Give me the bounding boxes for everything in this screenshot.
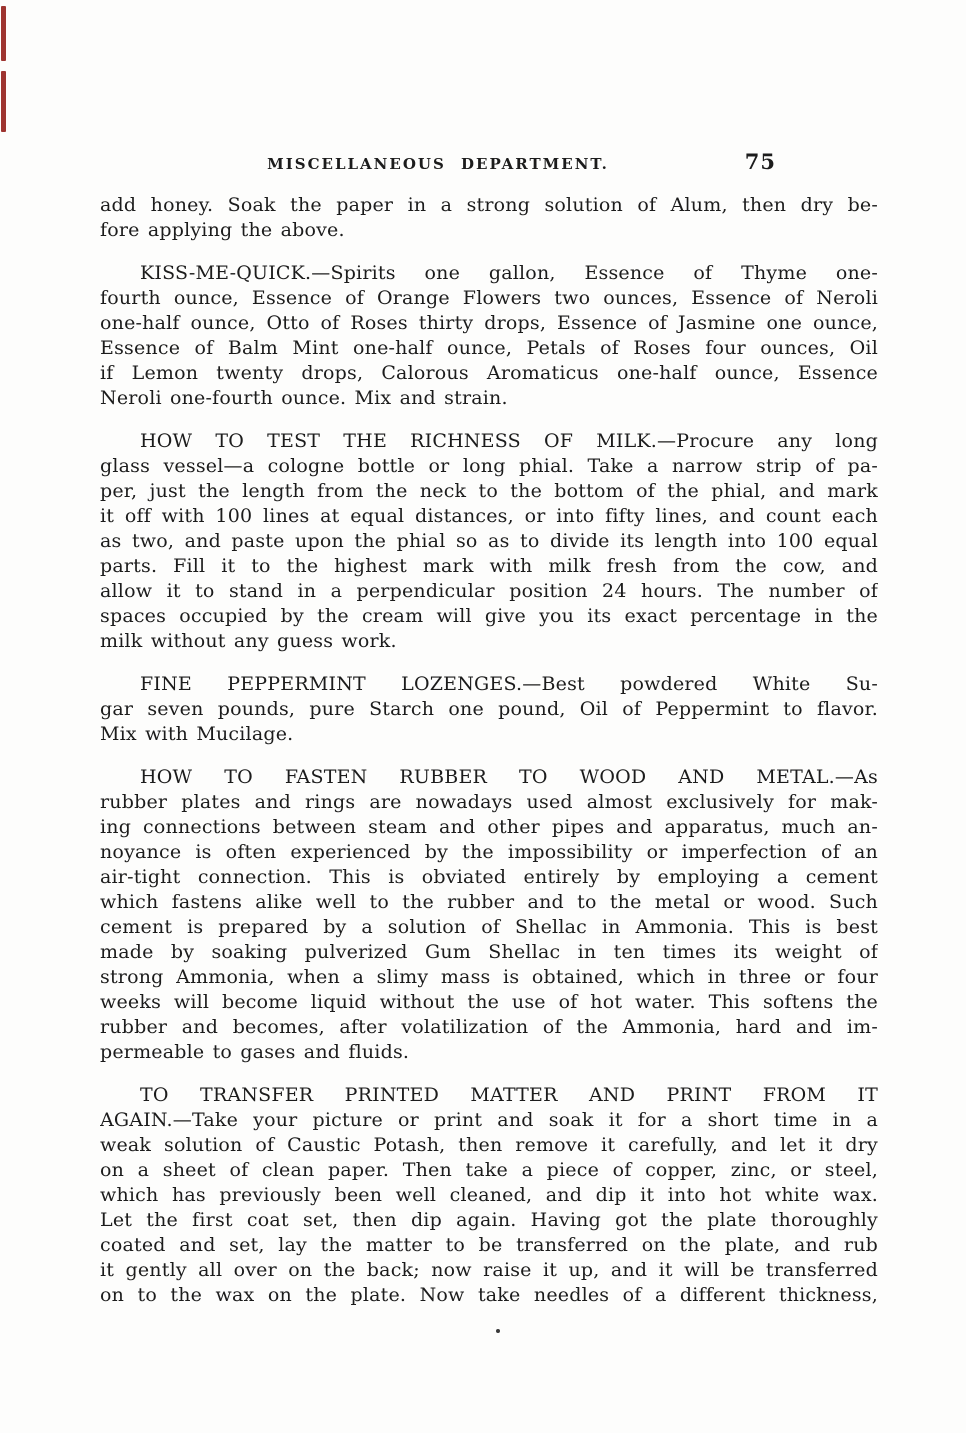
text-line: gar seven pounds, pure Starch one pound, Oil of Peppermint to flavor. bbox=[100, 698, 878, 720]
running-title: MISCELLANEOUS DEPARTMENT. bbox=[267, 155, 609, 173]
text-line: cement is prepared by a solution of Shellac in Ammonia. This is best bbox=[100, 916, 878, 938]
page-number: 75 bbox=[744, 149, 776, 174]
text-line: glass vessel—a cologne bottle or long phial. Take a narrow strip of pa- bbox=[100, 455, 878, 477]
text-line: ing connections between steam and other pipes and apparatus, much an- bbox=[100, 816, 878, 838]
text-line: noyance is often experienced by the impossibility or imperfection of an bbox=[100, 841, 878, 863]
text-line: one-half ounce, Otto of Roses thirty drops, Essence of Jasmine one ounce, bbox=[100, 312, 878, 334]
text-line: parts. Fill it to the highest mark with milk fresh from the cow, and bbox=[100, 555, 878, 577]
text-line: HOW TO TEST THE RICHNESS OF MILK.—Procure any long bbox=[140, 430, 878, 452]
text-line: if Lemon twenty drops, Calorous Aromaticus one-half ounce, Essence bbox=[100, 362, 878, 384]
text-line: on to the wax on the plate. Now take needles of a different thickness, bbox=[100, 1284, 878, 1306]
paragraph-to-transfer-printed-matter bbox=[100, 1083, 878, 1308]
text-line: Mix with Mucilage. bbox=[100, 723, 294, 745]
text-line: weak solution of Caustic Potash, then remove it carefully, and let it dry bbox=[100, 1134, 878, 1156]
text-line: it gently all over on the back; now raise it up, and it will be transferred bbox=[100, 1259, 878, 1281]
text-line: spaces occupied by the cream will give you its exact percentage in the bbox=[100, 605, 878, 627]
text-line: rubber plates and rings are nowadays used almost exclusively for mak- bbox=[100, 791, 878, 813]
text-line: which fastens alike well to the rubber and to the metal or wood. Such bbox=[100, 891, 878, 913]
text-line: allow it to stand in a perpendicular position 24 hours. The number of bbox=[100, 580, 878, 602]
text-line: made by soaking pulverized Gum Shellac in ten times its weight of bbox=[100, 941, 878, 963]
text-line: strong Ammonia, when a slimy mass is obtained, which in three or four bbox=[100, 966, 878, 988]
paragraph-how-to-test-the-richness-of-milk bbox=[100, 429, 878, 654]
ink-dot-artifact bbox=[496, 1329, 500, 1333]
text-line: it off with 100 lines at equal distances, or into fifty lines, and count each bbox=[100, 505, 878, 527]
text-line: Let the first coat set, then dip again. Having got the plate thoroughly bbox=[100, 1209, 878, 1231]
text-line: on a sheet of clean paper. Then take a piece of copper, zinc, or steel, bbox=[100, 1159, 878, 1181]
text-line: air-tight connection. This is obviated entirely by employing a cement bbox=[100, 866, 878, 888]
page-header bbox=[100, 149, 776, 183]
text-line: TO TRANSFER PRINTED MATTER AND PRINT FROM IT bbox=[140, 1084, 878, 1106]
text-line: Neroli one-fourth ounce. Mix and strain. bbox=[100, 387, 508, 409]
text-line: weeks will become liquid without the use of hot water. This softens the bbox=[100, 991, 878, 1013]
paragraph-how-to-fasten-rubber-to-wood-and-metal bbox=[100, 765, 878, 1065]
text-line: fore applying the above. bbox=[100, 219, 345, 241]
text-line: permeable to gases and fluids. bbox=[100, 1041, 410, 1063]
text-line: HOW TO FASTEN RUBBER TO WOOD AND METAL.—As bbox=[140, 766, 878, 788]
text-line: KISS-ME-QUICK.—Spirits one gallon, Essence of Thyme one- bbox=[140, 262, 878, 284]
text-line: AGAIN.—Take your picture or print and soak it for a short time in a bbox=[100, 1109, 878, 1131]
text-line: milk without any guess work. bbox=[100, 630, 397, 652]
scan-mark-artifact bbox=[1, 6, 6, 61]
text-block bbox=[100, 193, 878, 1308]
text-line: Essence of Balm Mint one-half ounce, Petals of Roses four ounces, Oil bbox=[100, 337, 878, 359]
scan-mark-artifact bbox=[1, 71, 6, 132]
paragraph-fine-peppermint-lozenges bbox=[100, 672, 878, 747]
text-line: which has previously been well cleaned, and dip it into hot white wax. bbox=[100, 1184, 878, 1206]
text-line: per, just the length from the neck to the bottom of the phial, and mark bbox=[100, 480, 878, 502]
paragraph-alum-paper-continued bbox=[100, 193, 878, 243]
text-line: add honey. Soak the paper in a strong solution of Alum, then dry be- bbox=[100, 194, 878, 216]
paragraph-kiss-me-quick bbox=[100, 261, 878, 411]
text-line: coated and set, lay the matter to be transferred on the plate, and rub bbox=[100, 1234, 878, 1256]
text-line: fourth ounce, Essence of Orange Flowers two ounces, Essence of Neroli bbox=[100, 287, 878, 309]
text-line: FINE PEPPERMINT LOZENGES.—Best powdered White Su- bbox=[140, 673, 878, 695]
text-line: as two, and paste upon the phial so as to divide its length into 100 equal bbox=[100, 530, 878, 552]
text-line: rubber and becomes, after volatilization of the Ammonia, hard and im- bbox=[100, 1016, 878, 1038]
